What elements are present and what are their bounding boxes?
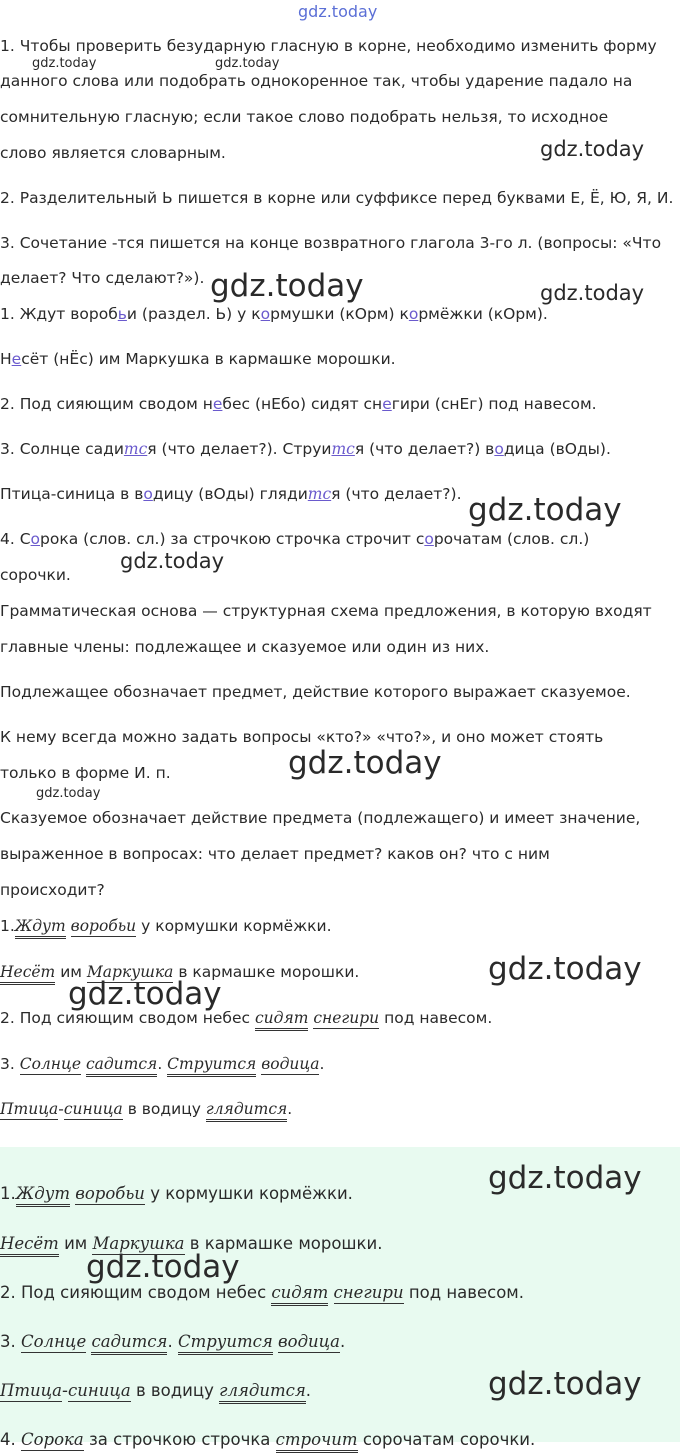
theory-line: данного слова или подобрать однокоренное так, чтобы ударение падало на bbox=[0, 72, 633, 90]
watermark: gdz.today bbox=[288, 745, 442, 781]
parsed-line-1: 1.Ждут воробьи у кормушки кормёжки. bbox=[0, 916, 332, 936]
theory-line: сомнительную гласную; если такое слово подобрать нельзя, то исходное bbox=[0, 108, 609, 126]
parsed-green-line-3: 2. Под сияющим сводом небес сидят снегири под навесом. bbox=[0, 1283, 524, 1303]
watermark: gdz.today bbox=[68, 976, 222, 1012]
grammar-line: Грамматическая основа — структурная схема предложения, в которую входят bbox=[0, 602, 652, 620]
parsed-green-line-5: Птица-синица в водицу глядится. bbox=[0, 1381, 311, 1401]
grammar-line: главные члены: подлежащее и сказуемое или один из них. bbox=[0, 638, 490, 656]
grammar-line: происходит? bbox=[0, 881, 105, 899]
parsed-green-line-2: Несёт им Маркушка в кармашке морошки. bbox=[0, 1234, 382, 1254]
analysis-line-6: 4. Сорока (слов. сл.) за строчкою строчка строчит сорочатам (слов. сл.) bbox=[0, 530, 590, 548]
watermark-top: gdz.today bbox=[298, 2, 378, 21]
theory-line: 1. Чтобы проверить безударную гласную в корне, необходимо изменить форму bbox=[0, 37, 657, 55]
highlight: о bbox=[143, 485, 153, 503]
highlight: о bbox=[408, 305, 419, 323]
watermark: gdz.today bbox=[488, 1160, 642, 1196]
watermark: gdz.today bbox=[36, 786, 101, 801]
highlight: е bbox=[212, 395, 223, 413]
theory-line: 3. Сочетание -тся пишется на конце возвратного глагола 3-го л. (вопросы: «Что bbox=[0, 234, 662, 252]
parsed-green-line-1: 1.Ждут воробьи у кормушки кормёжки. bbox=[0, 1184, 353, 1204]
grammar-line: только в форме И. п. bbox=[0, 764, 171, 782]
highlight: тс bbox=[331, 440, 355, 458]
parsed-green-line-4: 3. Солнце садится. Струится водица. bbox=[0, 1332, 345, 1352]
grammar-line: выраженное в вопросах: что делает предмет? каков он? что с ним bbox=[0, 845, 550, 863]
grammar-line: Подлежащее обозначает предмет, действие которого выражает сказуемое. bbox=[0, 683, 631, 701]
watermark: gdz.today bbox=[540, 281, 645, 305]
highlight: тс bbox=[123, 440, 148, 458]
grammar-line: Сказуемое обозначает действие предмета (подлежащего) и имеет значение, bbox=[0, 809, 641, 827]
watermark: gdz.today bbox=[215, 56, 280, 71]
analysis-line-5: Птица-синица в водицу (вОды) глядится (что делает?). bbox=[0, 485, 462, 503]
parsed-line-3: 2. Под сияющим сводом небес сидят снегири под навесом. bbox=[0, 1008, 492, 1028]
parsed-line-5: Птица-синица в водицу глядится. bbox=[0, 1099, 292, 1119]
theory-line: 2. Разделительный Ь пишется в корне или суффиксе перед буквами Е, Ё, Ю, Я, И. bbox=[0, 189, 674, 207]
highlight: о bbox=[494, 440, 504, 458]
highlight: тс bbox=[307, 485, 332, 503]
analysis-line-1: 1. Ждут воробьи (раздел. Ь) у кормушки (кОрм) кормёжки (кОрм). bbox=[0, 305, 548, 323]
highlight: о bbox=[424, 530, 434, 548]
watermark: gdz.today bbox=[468, 492, 622, 528]
highlight: е bbox=[382, 395, 392, 413]
analysis-line-3: 2. Под сияющим сводом небес (нЕбо) сидят снегири (снЕг) под навесом. bbox=[0, 395, 597, 413]
watermark: gdz.today bbox=[540, 137, 645, 161]
highlight: о bbox=[30, 530, 41, 548]
watermark: gdz.today bbox=[488, 1366, 642, 1402]
analysis-line-2: Несёт (нЁс) им Маркушка в кармашке морошки. bbox=[0, 350, 396, 368]
analysis-line-4: 3. Солнце садится (что делает?). Струится (что делает?) водица (вОды). bbox=[0, 440, 611, 458]
analysis-line-7: сорочки. bbox=[0, 566, 71, 584]
watermark: gdz.today bbox=[210, 268, 364, 304]
parsed-line-2: Несёт им Маркушка в кармашке морошки. bbox=[0, 962, 359, 982]
theory-line: делает? Что сделают?»). bbox=[0, 269, 205, 287]
grammar-line: К нему всегда можно задать вопросы «кто?» «что?», и оно может стоять bbox=[0, 728, 604, 746]
parsed-line-4: 3. Солнце садится. Струится водица. bbox=[0, 1054, 324, 1074]
highlight: е bbox=[11, 350, 22, 368]
parsed-green-line-6: 4. Сорока за строчкою строчка строчит сорочатам сорочки. bbox=[0, 1430, 535, 1450]
watermark: gdz.today bbox=[86, 1249, 240, 1285]
watermark: gdz.today bbox=[32, 56, 97, 71]
theory-line: слово является словарным. bbox=[0, 144, 226, 162]
highlight: ь bbox=[117, 305, 127, 323]
highlight: о bbox=[260, 305, 271, 323]
watermark: gdz.today bbox=[120, 549, 225, 573]
watermark: gdz.today bbox=[488, 951, 642, 987]
